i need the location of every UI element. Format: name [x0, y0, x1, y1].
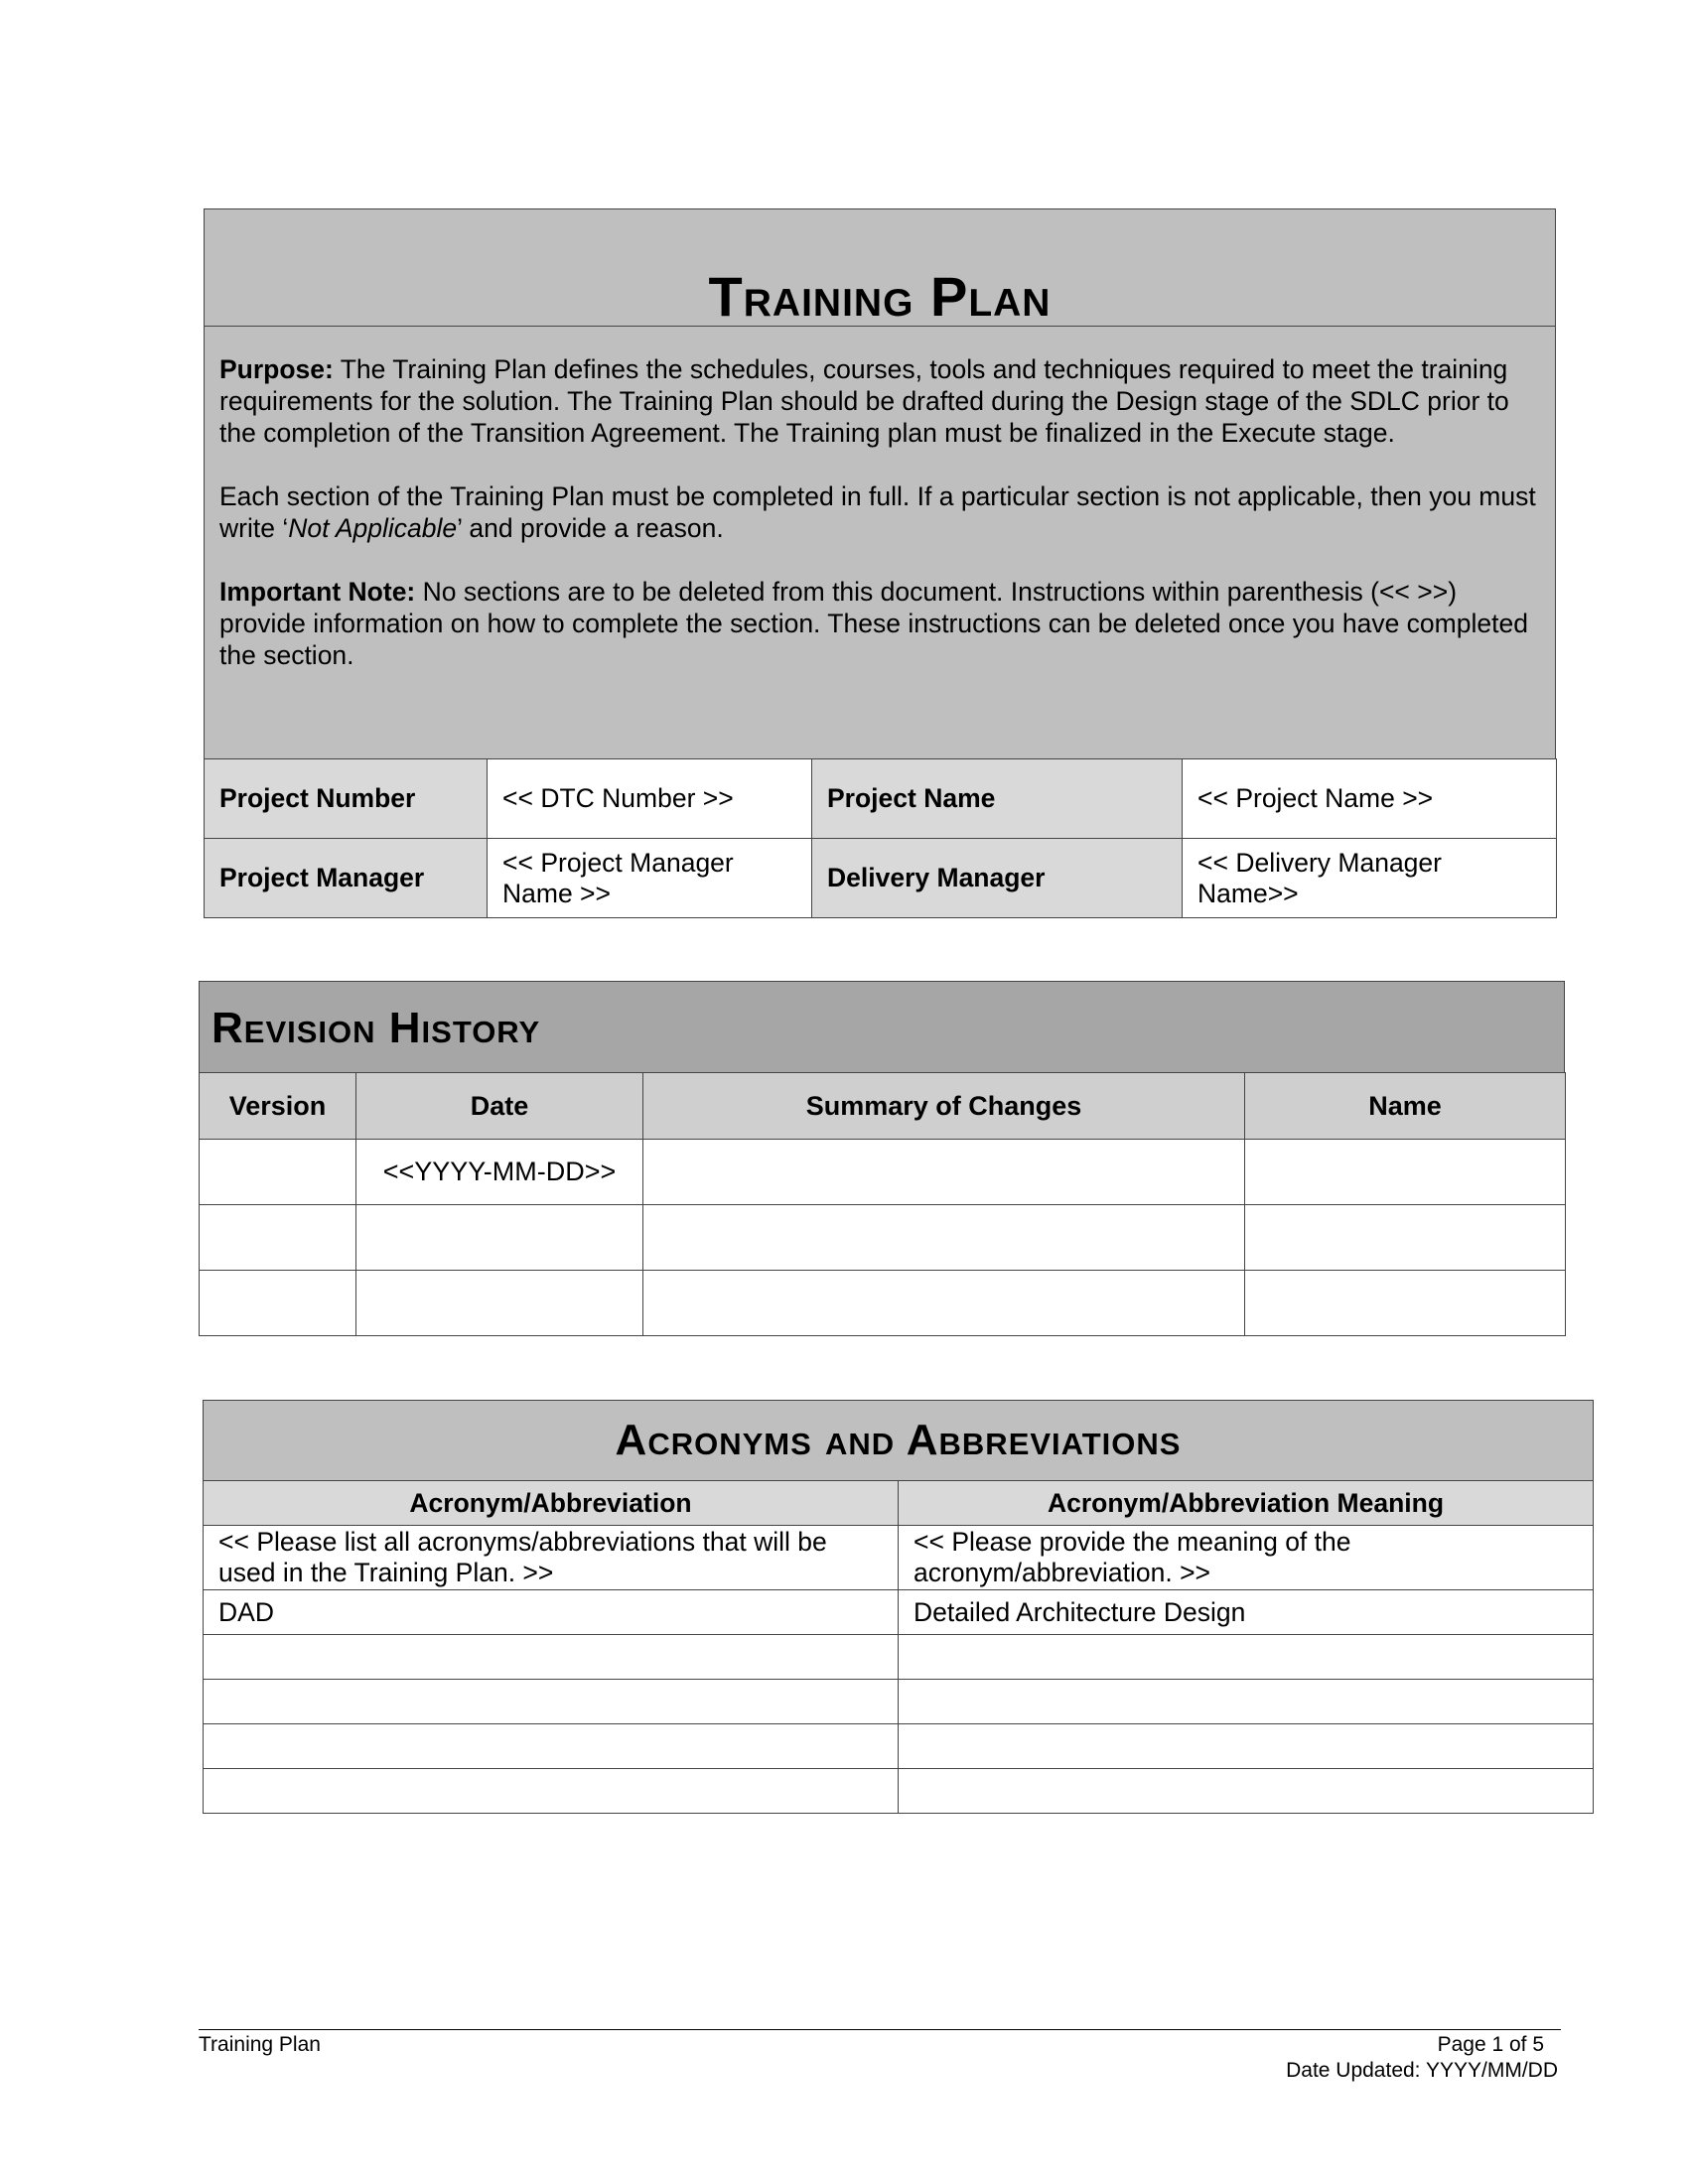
acronym-cell[interactable] [204, 1769, 899, 1814]
document-title: Training Plan [708, 265, 1052, 328]
table-row [204, 1590, 1594, 1635]
purpose-paragraph [219, 353, 1540, 449]
revision-name-cell[interactable] [1245, 1205, 1566, 1271]
project-name-label: Project Name [812, 759, 1183, 839]
revision-summary-cell[interactable] [643, 1140, 1245, 1205]
project-manager-value[interactable]: << Project Manager Name >> [488, 839, 812, 918]
instructions-body [219, 353, 1540, 703]
project-number-label: Project Number [205, 759, 488, 839]
footer-page-number: Page 1 of 5 [1437, 2033, 1544, 2056]
table-row [204, 1526, 1594, 1590]
delivery-manager-label: Delivery Manager [812, 839, 1183, 918]
col-version: Version [200, 1073, 356, 1140]
acronym-cell[interactable] [204, 1680, 899, 1724]
acronym-cell[interactable]: << Please list all acronyms/abbreviations that will be used in the Training Plan. >> [204, 1526, 899, 1590]
revision-date-cell[interactable] [356, 1271, 643, 1336]
revision-name-cell[interactable] [1245, 1271, 1566, 1336]
col-meaning: Acronym/Abbreviation Meaning [899, 1481, 1594, 1526]
table-row [204, 1635, 1594, 1680]
acronym-cell[interactable] [204, 1635, 899, 1680]
col-name: Name [1245, 1073, 1566, 1140]
table-row [200, 1205, 1566, 1271]
note-label: Important Note: [219, 577, 416, 607]
table-row [204, 1724, 1594, 1769]
sections-text-b: ’ and provide a reason. [457, 513, 724, 543]
revision-version-cell[interactable] [200, 1140, 356, 1205]
col-date: Date [356, 1073, 643, 1140]
sections-text-a: Each section of the Training Plan must be completed in full. If a particular section is not applicable, then you must write ‘ [219, 481, 1536, 543]
acronyms-title: Acronyms and Abbreviations [204, 1401, 1594, 1481]
col-acronym: Acronym/Abbreviation [204, 1481, 899, 1526]
meaning-cell[interactable] [899, 1680, 1594, 1724]
project-number-value[interactable]: << DTC Number >> [488, 759, 812, 839]
note-text: No sections are to be deleted from this document. Instructions within parenthesis (<< >>) provide information on how to complete the section. These instructions can be deleted once you have completed the section. [219, 577, 1528, 670]
footer-date-updated: Date Updated: YYYY/MM/DD [1286, 2059, 1558, 2082]
sections-paragraph [219, 480, 1540, 544]
meaning-cell[interactable] [899, 1724, 1594, 1769]
project-manager-label: Project Manager [205, 839, 488, 918]
table-row [200, 1271, 1566, 1336]
meaning-cell[interactable]: Detailed Architecture Design [899, 1590, 1594, 1635]
acronyms-title-row [204, 1401, 1594, 1481]
table-row [200, 1140, 1566, 1205]
acronyms-header-row [204, 1481, 1594, 1526]
acronym-cell[interactable]: DAD [204, 1590, 899, 1635]
project-info-table [204, 758, 1557, 918]
revision-summary-cell[interactable] [643, 1271, 1245, 1336]
acronyms-table [203, 1400, 1594, 1814]
purpose-text: The Training Plan defines the schedules, courses, tools and techniques required to meet the training requirements for the solution. The Training Plan should be drafted during the Design stage of the SDLC prior to the completion of the Transition Agreement. The Training plan must be finalized in the Execute stage. [219, 354, 1509, 448]
purpose-label: Purpose: [219, 354, 334, 384]
meaning-cell[interactable]: << Please provide the meaning of the acronym/abbreviation. >> [899, 1526, 1594, 1590]
project-info-row [205, 839, 1557, 918]
revision-date-cell[interactable]: <<YYYY-MM-DD>> [356, 1140, 643, 1205]
footer-doc-name: Training Plan [199, 2033, 321, 2056]
meaning-cell[interactable] [899, 1635, 1594, 1680]
revision-summary-cell[interactable] [643, 1205, 1245, 1271]
delivery-manager-value[interactable]: << Delivery Manager Name>> [1183, 839, 1557, 918]
revision-date-cell[interactable] [356, 1205, 643, 1271]
acronym-cell[interactable] [204, 1724, 899, 1769]
training-plan-box [204, 208, 1556, 759]
table-row [204, 1680, 1594, 1724]
revision-history-title: Revision History [199, 981, 1565, 1073]
meaning-cell[interactable] [899, 1769, 1594, 1814]
table-row [204, 1769, 1594, 1814]
project-name-value[interactable]: << Project Name >> [1183, 759, 1557, 839]
revision-history-table [199, 1072, 1566, 1336]
revision-version-cell[interactable] [200, 1205, 356, 1271]
footer-divider [199, 2029, 1561, 2030]
revision-version-cell[interactable] [200, 1271, 356, 1336]
revision-name-cell[interactable] [1245, 1140, 1566, 1205]
revision-header-row [200, 1073, 1566, 1140]
title-divider [205, 326, 1555, 327]
col-summary: Summary of Changes [643, 1073, 1245, 1140]
project-info-row [205, 759, 1557, 839]
not-applicable-text: Not Applicable [288, 513, 458, 543]
note-paragraph [219, 576, 1540, 671]
